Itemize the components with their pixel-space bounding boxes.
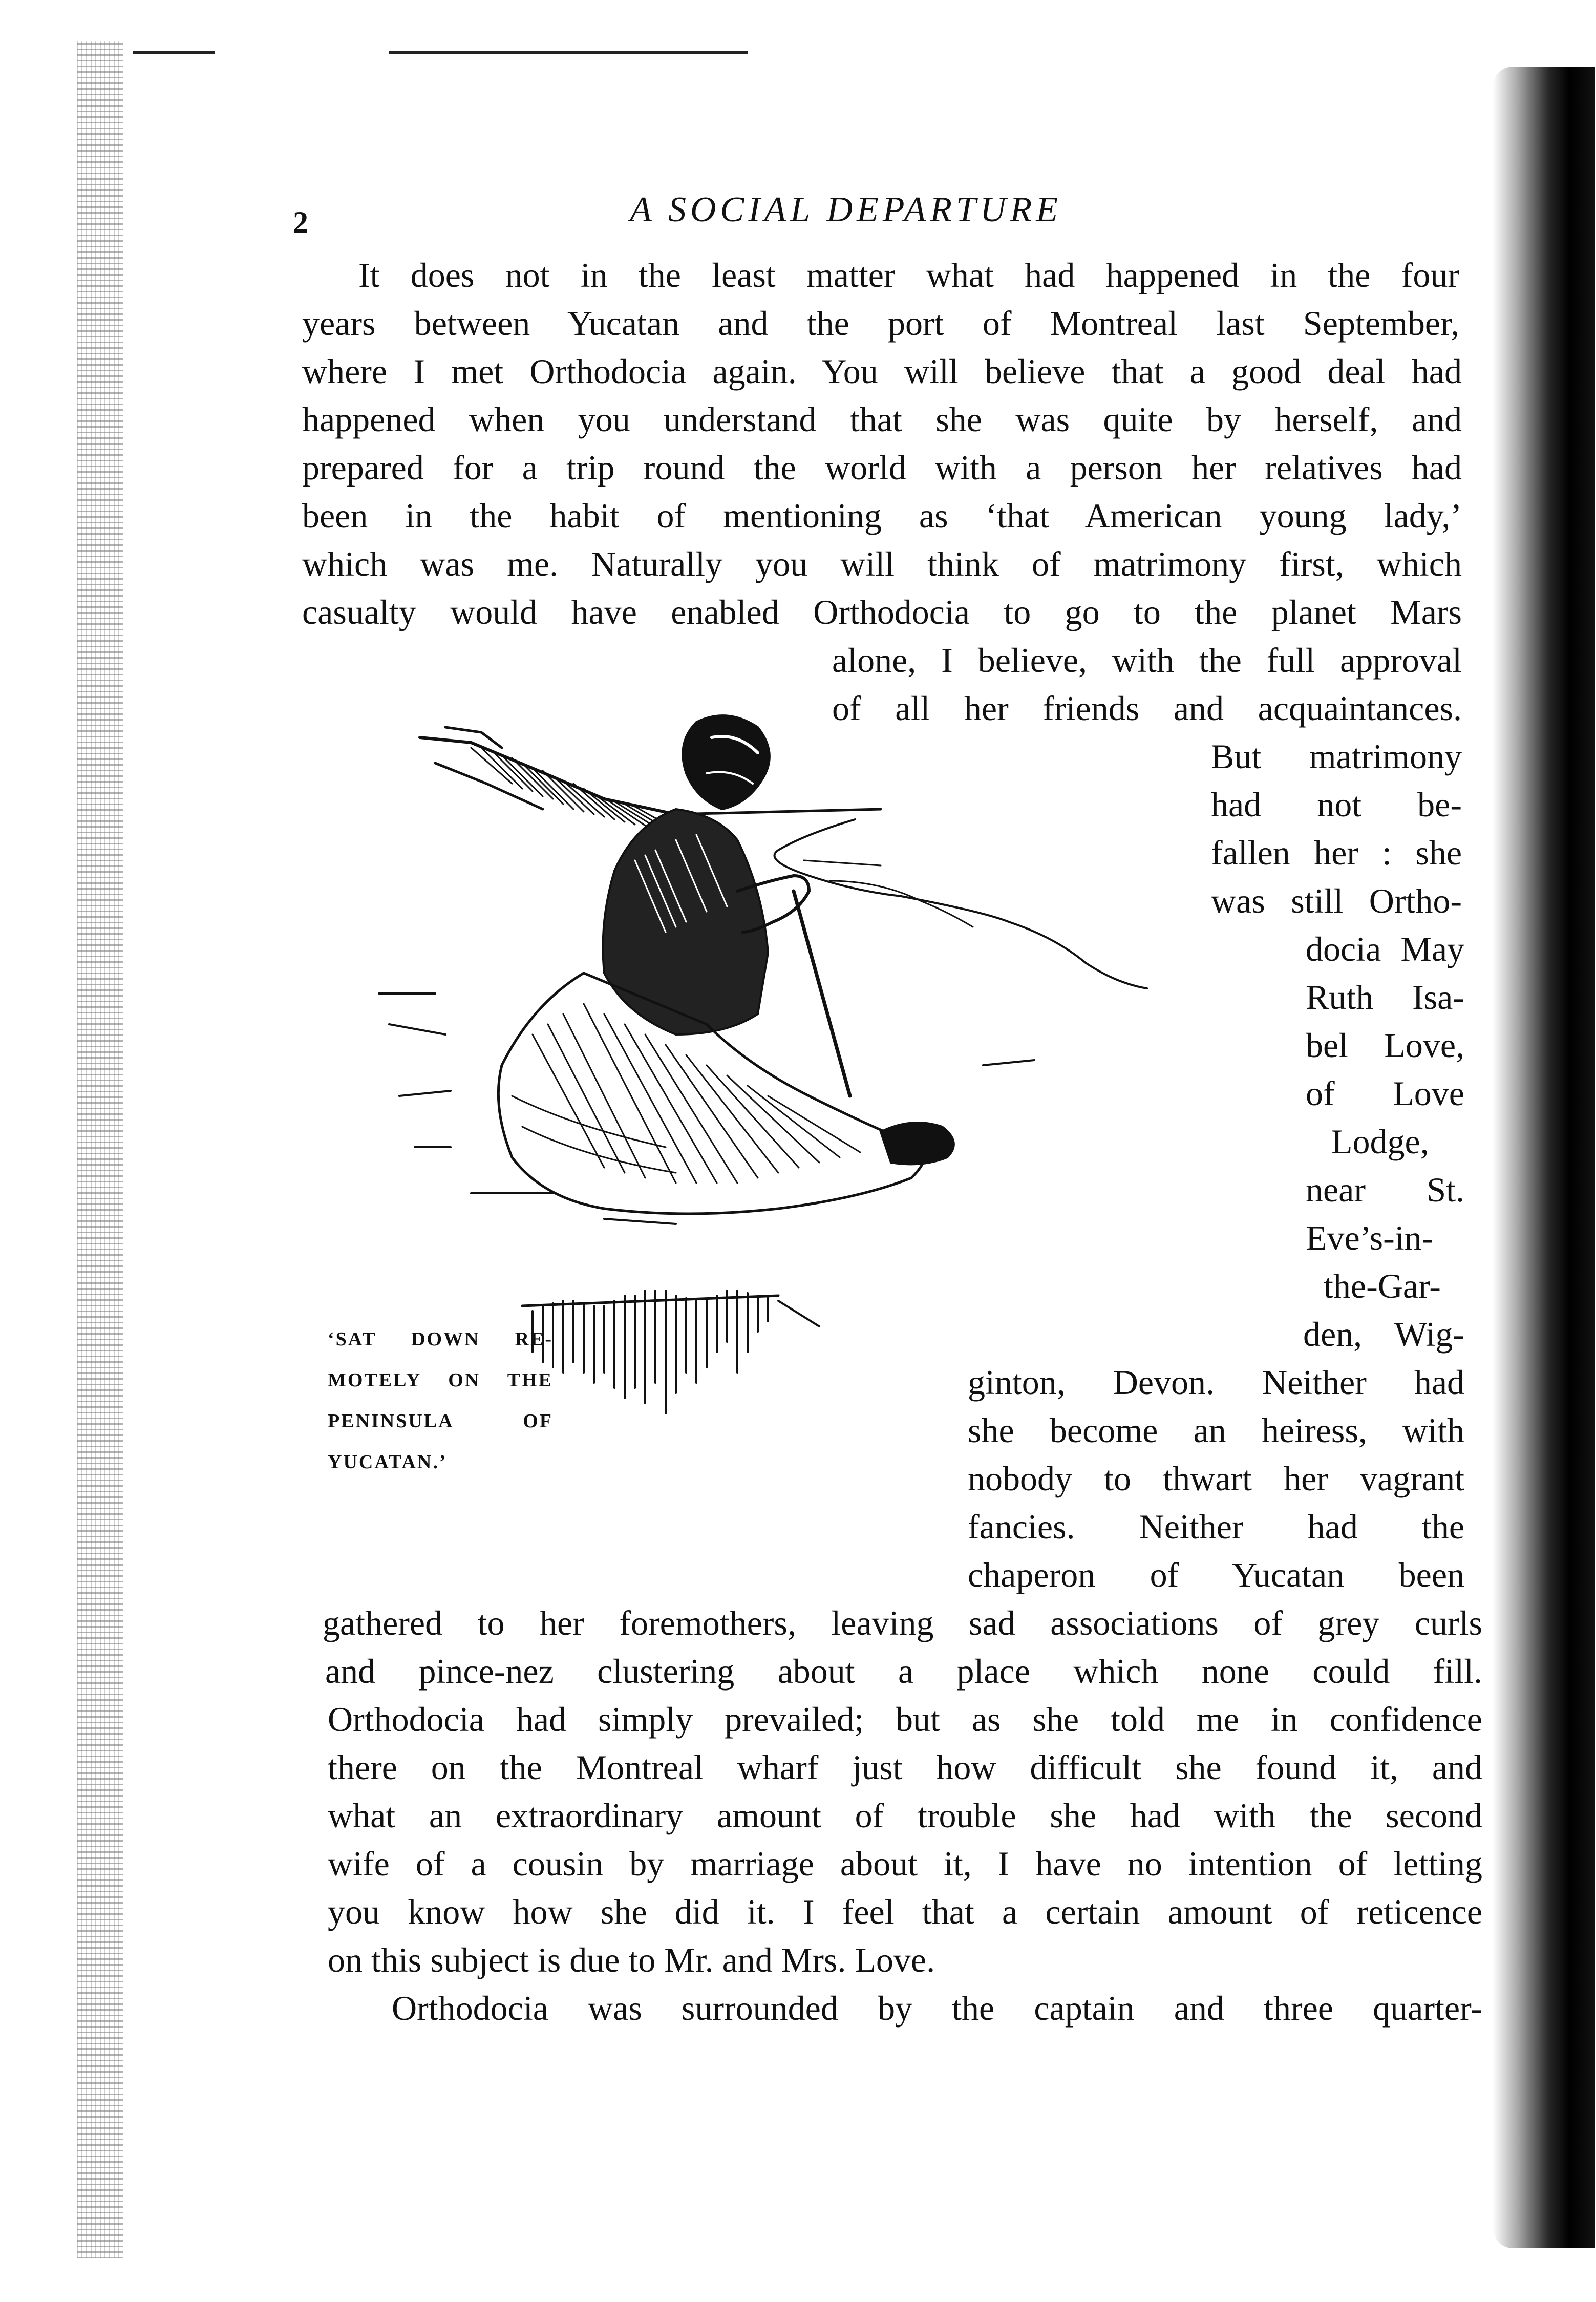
body-line: near St. [1306,1170,1464,1209]
caption-line: MOTELY ON THE [328,1369,553,1391]
body-line: where I met Orthodocia again. You will believe that a good deal had [302,352,1462,391]
body-line: fancies. Neither had the [968,1507,1464,1546]
body-line: you know how she did it. I feel that a certain amount of reticence [328,1892,1482,1931]
body-line: nobody to thwart her vagrant [968,1459,1464,1498]
body-line: casualty would have enabled Orthodocia to go to the planet Mars [302,593,1462,631]
body-line: Orthodocia was surrounded by the captain and three quarter- [392,1989,1482,2028]
body-line: Eve’s-in- [1306,1218,1434,1257]
body-line: It does not in the least matter what had happened in the four [358,256,1459,294]
body-line: and pince-nez clustering about a place which none could fill. [325,1652,1482,1691]
body-line: which was me. Naturally you will think of matrimony first, which [302,544,1462,583]
body-line: gathered to her foremothers, leaving sad associations of grey curls [323,1603,1482,1642]
running-title: A SOCIAL DEPARTURE [630,190,1062,229]
top-rule-segment [133,51,215,54]
body-line: Ruth Isa- [1306,978,1464,1017]
body-line: on this subject is due to Mr. and Mrs. Love. [328,1940,935,1979]
caption-line: PENINSULA OF [328,1410,553,1432]
top-rule-segment [389,51,748,54]
body-line: ginton, Devon. Neither had [968,1363,1464,1402]
body-line: been in the habit of mentioning as ‘that American young lady,’ [302,496,1462,535]
body-line: what an extraordinary amount of trouble she had with the second [328,1796,1482,1835]
body-line: fallen her : she [1211,833,1462,872]
scan-right-edge-shadow [1493,67,1595,2248]
body-line: the-Gar- [1324,1266,1441,1305]
body-line: was still Ortho- [1211,881,1462,920]
body-line: wife of a cousin by marriage about it, I have no intention of letting [328,1844,1482,1883]
body-line: had not be- [1211,785,1462,824]
body-line: den, Wig- [1303,1315,1464,1354]
body-line: But matrimony [1211,737,1462,776]
body-line: bel Love, [1306,1026,1464,1065]
page-number: 2 [293,205,308,239]
scan-left-margin [77,41,123,2258]
body-line: chaperon of Yucatan been [968,1555,1464,1594]
body-line: of all her friends and acquaintances. [832,689,1462,728]
body-line: happened when you understand that she was quite by herself, and [302,400,1462,439]
body-line: there on the Montreal wharf just how difficult she found it, and [328,1748,1482,1787]
body-line: docia May [1306,930,1464,968]
body-line: years between Yucatan and the port of Montreal last September, [302,304,1459,343]
caption-line: ‘SAT DOWN RE- [328,1328,553,1350]
caption-line: YUCATAN.’ [328,1451,448,1473]
body-line: Lodge, [1331,1122,1429,1161]
body-line: alone, I believe, with the full approval [832,641,1462,680]
body-line: of Love [1306,1074,1464,1113]
body-line: Orthodocia had simply prevailed; but as she told me in confidence [328,1700,1482,1739]
body-line: she become an heiress, with [968,1411,1464,1450]
body-line: prepared for a trip round the world with a person her relatives had [302,448,1462,487]
illustration-caption [328,1319,553,1483]
